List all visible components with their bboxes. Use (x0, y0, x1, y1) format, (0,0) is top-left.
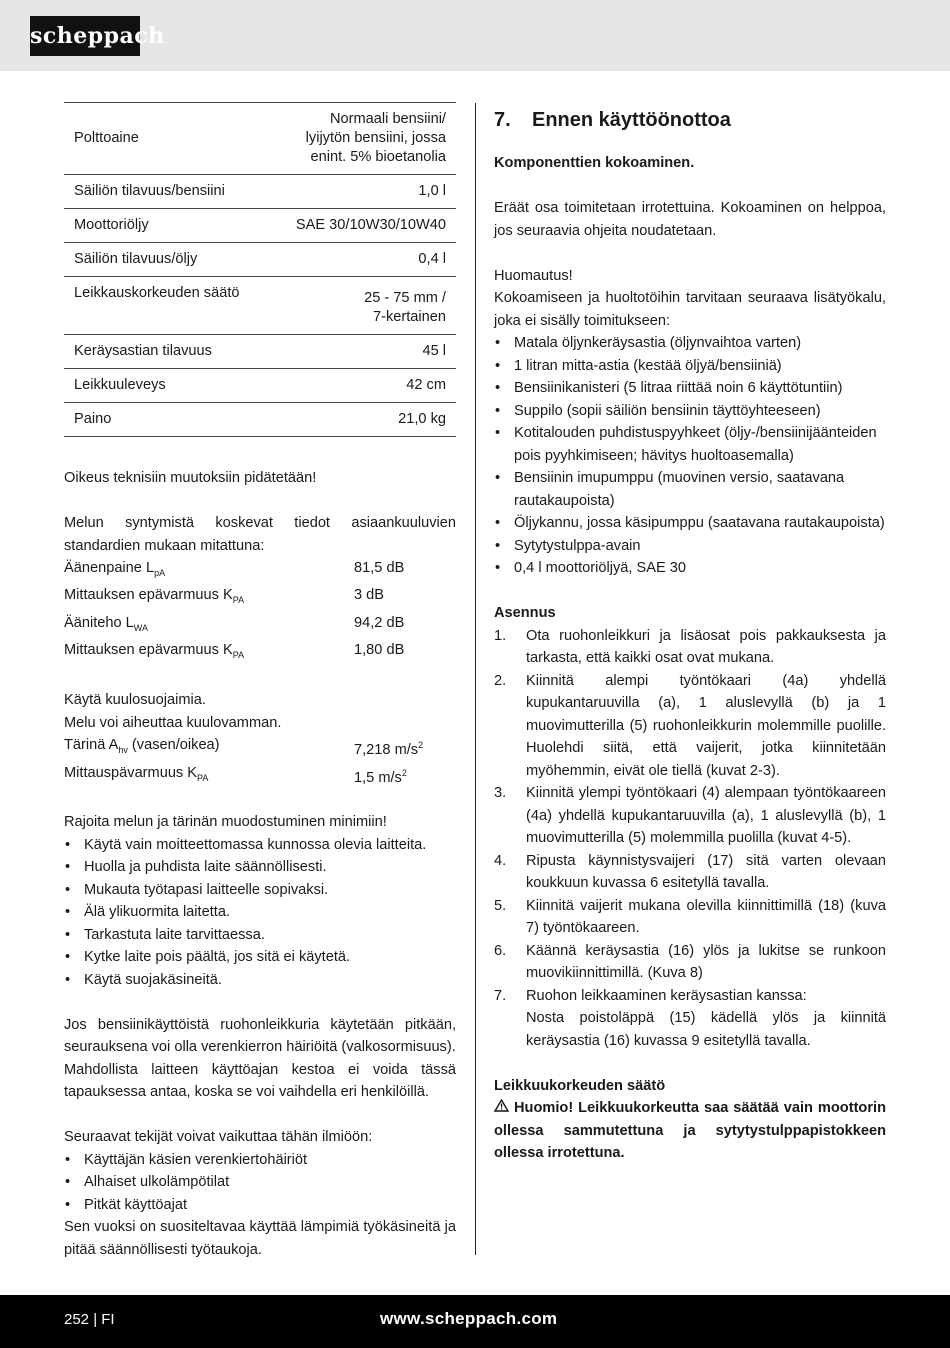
list-item: • Huolla ja puhdista laite säännöllisesti. (64, 856, 456, 879)
spec-value (269, 103, 457, 175)
step-number: 5. (494, 897, 507, 914)
list-item: • Käytä vain moitteettomassa kunnossa olevia laitteita. (64, 834, 456, 857)
spec-value-line: 0,4 l (418, 251, 446, 267)
spec-label: Leikkauskorkeuden säätö (64, 277, 269, 335)
measurement-row (64, 557, 456, 584)
spec-label: Polttoaine (64, 103, 269, 175)
column-divider (475, 103, 476, 1255)
page-number: 252 | FI (64, 1311, 115, 1328)
noise-intro: Melun syntymistä koskevat tiedot asiaankuuluvien standardien mukaan mitattuna: (64, 515, 456, 554)
factor-list (64, 1149, 456, 1217)
spec-value-line: 25 - 75 mm / (364, 290, 446, 306)
warning-body: Huomio! Leikkuukorkeutta saa säätää vain moottorin ollessa sammutettuna ja sytytystulppapistokkeen ollessa irrotettuna. (494, 1100, 886, 1161)
spec-value (269, 369, 457, 403)
measurement-label (64, 584, 354, 611)
list-item: • Öljykannu, jossa käsipumppu (saatavana rautakaupoista) (494, 512, 886, 535)
measurement-value-text: 81,5 dB (354, 560, 405, 576)
spec-value (269, 403, 457, 437)
spec-value-line: 1,0 l (418, 183, 446, 199)
spec-label: Säiliön tilavuus/öljy (64, 243, 269, 277)
measurement-label (64, 639, 354, 666)
spec-value-line: 21,0 kg (398, 411, 446, 427)
spec-row (64, 103, 456, 175)
measurement-label (64, 557, 354, 584)
list-item: • Bensiinin imupumppu (muovinen versio, saatavana rautakaupoista) (494, 467, 886, 512)
note-title: Huomautus! (494, 267, 573, 284)
spec-row (64, 277, 456, 335)
spec-label: Leikkuuleveys (64, 369, 269, 403)
footer-bar (0, 1295, 950, 1348)
section-title: Ennen käyttöönottoa (532, 109, 731, 131)
list-item: • Mukauta työtapasi laitteelle sopivaksi. (64, 879, 456, 902)
assembly-step (494, 625, 886, 670)
spec-value-line: 7-kertainen (372, 309, 446, 325)
vibration-paragraph: Jos bensiinikäyttöistä ruohonleikkuria käytetään pitkään, seurauksena voi olla verenkierron häiriöitä (valkosormisuus). (64, 1016, 456, 1056)
spec-label: Säiliön tilavuus/bensiini (64, 175, 269, 209)
measurement-subscript: PA (197, 772, 209, 783)
warning-text (494, 1097, 886, 1165)
assembly-step (494, 782, 886, 850)
measurement-label-text: Mittauspävarmuus K (64, 764, 198, 781)
measurement-subscript: WA (133, 622, 148, 633)
tool-list (494, 332, 886, 580)
measurement-label-text: Mittauksen epävarmuus K (64, 642, 233, 659)
assembly-step (494, 940, 886, 985)
measurement-subscript: PA (232, 595, 245, 606)
step-number: 1. (494, 627, 507, 644)
vibration-values (64, 734, 456, 789)
intro-paragraph: Eräät osa toimitetaan irrotettuina. Kokoaminen on helppoa, jos seuraavia ohjeita noudatetaan. (494, 200, 886, 239)
step-number: 6. (494, 942, 507, 959)
list-item: • Matala öljynkeräysastia (öljynvaihtoa varten) (494, 332, 886, 355)
measurement-label (64, 734, 354, 761)
measurement-label-text: Mittauksen epävarmuus K (64, 587, 233, 604)
website-link[interactable]: www.scheppach.com (380, 1309, 558, 1328)
spec-value (269, 277, 457, 335)
spec-label: Paino (64, 403, 269, 437)
spec-row (64, 403, 456, 437)
step-text: Ota ruohonleikkuri ja lisäosat pois pakkauksesta ja tarkasta, että kaikki osat ovat mukana. (526, 627, 886, 666)
right-column (494, 102, 886, 1165)
step7-continuation: Nosta poistoläppä (15) kädellä ylös ja kiinnitä keräysastia (16) kuvassa 9 esitetyllä tavalla. (526, 1010, 886, 1049)
recommendation-paragraph: Sen vuoksi on suositeltavaa käyttää lämpimiä työkäsineitä ja pitää säännöllisesti työtaukoja. (64, 1219, 456, 1258)
cut-height-title: Leikkuukorkeuden säätö (494, 1077, 666, 1094)
measurement-label-text: Tärinä A (64, 737, 119, 754)
list-item: • Pitkät käyttöajat (64, 1194, 456, 1217)
step-number: 3. (494, 785, 507, 801)
spec-value-line: enint. 5% bioetanolia (310, 149, 446, 165)
spec-row (64, 175, 456, 209)
measurement-value-text: 3 dB (354, 587, 385, 604)
list-item: • Sytytystulppa-avain (494, 535, 886, 558)
spec-row (64, 209, 456, 243)
assembly-step (494, 895, 886, 940)
measurement-value-text: 1,5 m/s (354, 769, 402, 786)
measurement-value (354, 612, 404, 639)
measurement-label-suffix: (vasen/oikea) (127, 737, 220, 754)
measurement-label-text: Ääniteho L (64, 614, 134, 631)
measurement-superscript: 2 (401, 767, 407, 778)
step-text: Käännä keräysastia (16) ylös ja lukitse se runkoon muovikiinnittimillä. (Kuva 8) (526, 942, 886, 981)
spec-value-line: lyijytön bensiini, jossa (305, 130, 446, 146)
spec-table (64, 102, 456, 437)
measurement-value (354, 762, 407, 789)
step-number: 2. (494, 672, 507, 689)
left-column (64, 102, 456, 1261)
list-item: • Älä ylikuormita laitetta. (64, 901, 456, 924)
measurement-value (354, 734, 423, 761)
measurement-row (64, 639, 456, 666)
measurement-label (64, 762, 354, 789)
rights-note: Oikeus teknisiin muutoksiin pidätetään! (64, 470, 317, 486)
measurement-value-text: 94,2 dB (354, 614, 405, 631)
spec-row (64, 335, 456, 369)
measurement-row (64, 612, 456, 639)
measurement-row (64, 734, 456, 761)
measurement-label (64, 612, 354, 639)
spec-label: Keräysastian tilavuus (64, 335, 269, 369)
note-text: Kokoamiseen ja huoltotöihin tarvitaan seuraava lisätyökalu, joka ei sisälly toimitukseen: (494, 290, 886, 329)
spec-value (269, 175, 457, 209)
measurement-subscript: PA (232, 650, 245, 661)
list-item: • Suppilo (sopii säiliön bensiinin täyttöyhteeseen) (494, 400, 886, 423)
list-item: • Kytke laite pois päältä, jos sitä ei käytetä. (64, 946, 456, 969)
measurement-subscript: pA (154, 567, 166, 578)
measurement-label-text: Äänenpaine L (64, 560, 155, 576)
measurement-superscript: 2 (418, 740, 424, 751)
list-item: • Kotitalouden puhdistuspyyhkeet (öljy-/bensiinijäänteiden pois pyyhkimiseen; hävitys huoltoasemalla) (494, 422, 886, 467)
spec-value-line: Normaali bensiini/ (330, 111, 446, 127)
spec-value-line: 42 cm (406, 377, 446, 393)
measurement-value (354, 639, 404, 666)
list-item: • 1 litran mitta-astia (kestää öljyä/bensiiniä) (494, 355, 886, 378)
factors-title: Seuraavat tekijät voivat vaikuttaa tähän ilmiöön: (64, 1129, 373, 1146)
list-item: • Käyttäjän käsien verenkiertohäiriöt (64, 1149, 456, 1172)
spec-value-line: 45 l (422, 343, 446, 359)
measurement-value (354, 584, 384, 611)
limit-title: Rajoita melun ja tärinän muodostuminen minimiin! (64, 814, 387, 831)
spec-value-line: SAE 30/10W30/10W40 (295, 217, 446, 233)
measurement-row (64, 584, 456, 611)
spec-row (64, 243, 456, 277)
spec-value (269, 243, 457, 277)
list-item: • Tarkastuta laite tarvittaessa. (64, 924, 456, 947)
step-number: 4. (494, 852, 507, 869)
spec-label: Moottoriöljy (64, 209, 269, 243)
step-text: Kiinnitä alempi työntökaari (4a) yhdellä kupukantaruuvilla (a), 1 aluslevyllä (b) ja 1 muovimutterilla (5) ruohonleikkurin molemmille puolille. Huolehdi siitä, että vaijerit, jotka kiinnitetään myöhemmin, eivät ole tiellä (kuvat 2-3). (526, 672, 886, 779)
section-heading (494, 102, 886, 138)
spec-value (269, 335, 457, 369)
duration-paragraph: Mahdollista laitteen käyttöajan kestoa ei voida tässä tapauksessa antaa, koska se voi vaihdella eri henkilöillä. (64, 1061, 456, 1101)
measurement-value-text: 1,80 dB (354, 642, 405, 659)
section-number: 7. (494, 109, 511, 131)
assembly-step (494, 850, 886, 895)
measurement-value-text: 7,218 m/s (354, 741, 419, 758)
step-text: Ripusta käynnistysvaijeri (17) sitä varten olevaan koukkuun kuvassa 6 esitetyllä tavalla. (526, 852, 886, 891)
measurement-value (354, 557, 404, 584)
hearing-protection-note: Käytä kuulosuojaimia. (64, 692, 206, 709)
spec-value (269, 209, 457, 243)
assembly-title: Asennus (494, 605, 556, 621)
step-text: Ruohon leikkaaminen keräysastian kanssa: (526, 987, 807, 1004)
header-bar (0, 0, 950, 71)
list-item: • Alhaiset ulkolämpötilat (64, 1171, 456, 1194)
hearing-damage-note: Melu voi aiheuttaa kuulovamman. (64, 714, 282, 731)
step-text: Kiinnitä ylempi työntökaari (4) alempaan työntökaareen (4a) yhdellä kupukantaruuvilla (a), 1 aluslevyllä (b), 1 muovimutterilla (5) molemmilla puolilla (kuvat 4-5). (526, 785, 886, 846)
spec-row (64, 369, 456, 403)
measurement-subscript: hv (118, 745, 128, 756)
noise-values (64, 557, 456, 667)
list-item: • Bensiinikanisteri (5 litraa riittää noin 6 käyttötuntiin) (494, 377, 886, 400)
sub-title: Komponenttien kokoaminen. (494, 155, 695, 171)
assembly-steps (494, 625, 886, 1008)
step-text: Kiinnitä vaijerit mukana olevilla kiinnittimillä (18) (kuva 7) työntökaareen. (526, 897, 886, 936)
measurement-row (64, 762, 456, 789)
brand-logo: scheppach (30, 16, 140, 56)
assembly-step (494, 670, 886, 783)
step-number: 7. (494, 987, 507, 1004)
limit-list (64, 834, 456, 992)
list-item: • Käytä suojakäsineitä. (64, 969, 456, 992)
warning-triangle-icon (494, 1097, 514, 1120)
assembly-step (494, 985, 886, 1008)
list-item: • 0,4 l moottoriöljyä, SAE 30 (494, 557, 886, 580)
